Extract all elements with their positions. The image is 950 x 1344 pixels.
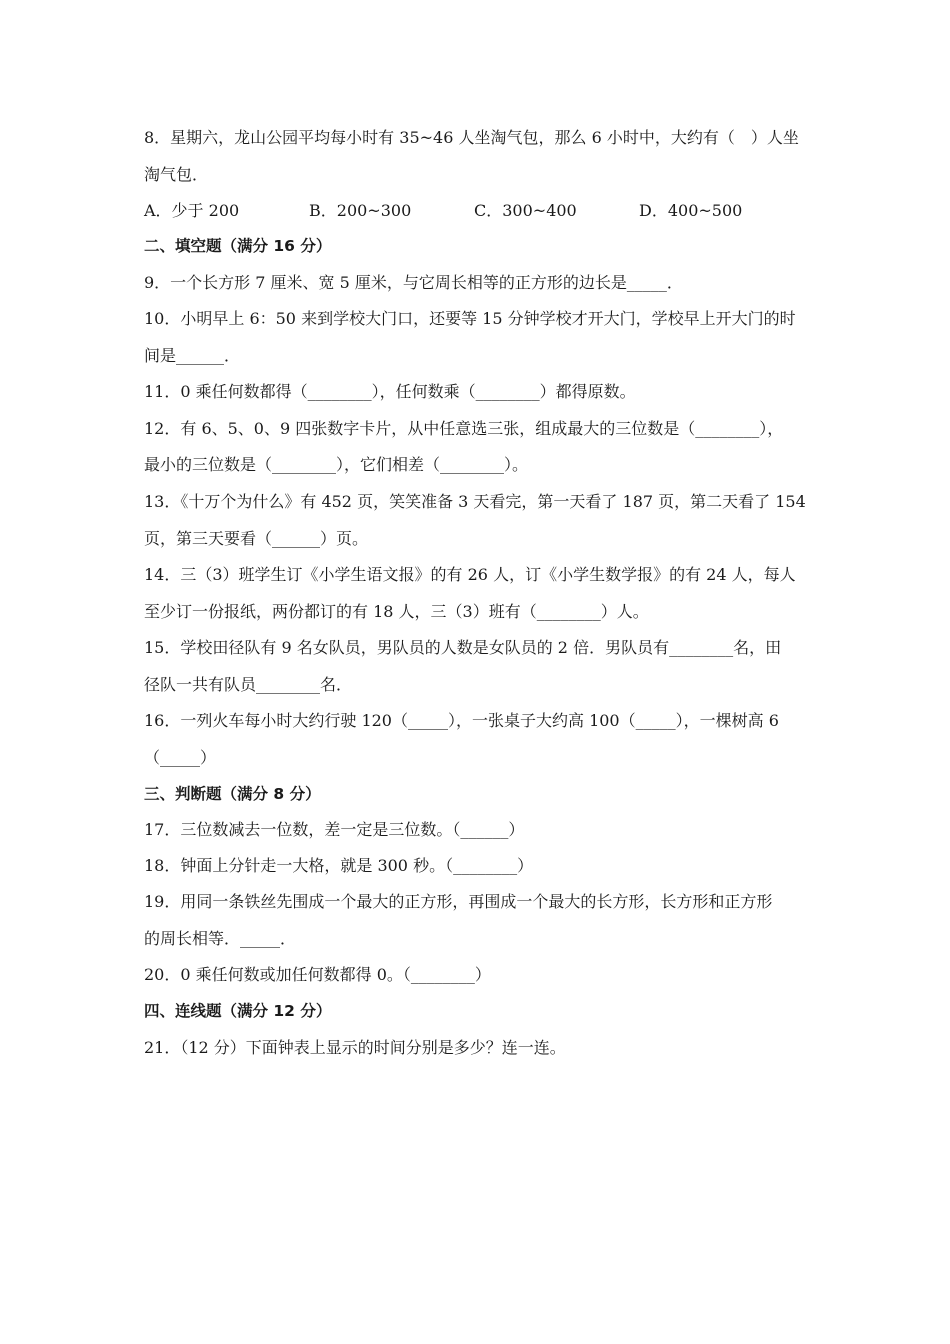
question-16-line-2: （_____） <box>144 748 217 767</box>
question-20-line-1: 20．0 乘任何数或加任何数都得 0。（________） <box>144 965 491 984</box>
question-19-line-1: 19．用同一条铁丝先围成一个最大的正方形，再围成一个最大的长方形，长方形和正方形 <box>144 892 773 911</box>
question-8-line-1: 8．星期六，龙山公园平均每小时有 35~46 人坐淘气包，那么 6 小时中，大约有（ ）人坐 <box>144 128 799 147</box>
question-19-line-2: 的周长相等．_____． <box>144 929 297 948</box>
question-8-option-d: D．400~500 <box>639 201 743 220</box>
question-14-line-1: 14．三（3）班学生订《小学生语文报》的有 26 人，订《小学生数学报》的有 24 人，每人 <box>144 565 796 584</box>
question-15-line-2: 径队一共有队员________名． <box>144 675 353 694</box>
question-10-line-1: 10．小明早上 6：50 来到学校大门口，还要等 15 分钟学校才开大门，学校早上开大门的时 <box>144 309 796 328</box>
question-18-line-1: 18．钟面上分针走一大格，就是 300 秒。（________） <box>144 856 534 875</box>
section-3-title: 三、判断题（满分 8 分） <box>144 785 321 803</box>
section-4-title: 四、连线题（满分 12 分） <box>144 1002 332 1020</box>
question-15-line-1: 15．学校田径队有 9 名女队员，男队员的人数是女队员的 2 倍．男队员有________名，田 <box>144 638 782 657</box>
section-2-title: 二、填空题（满分 16 分） <box>144 237 332 255</box>
question-8-line-2: 淘气包． <box>144 165 209 184</box>
question-10-line-2: 间是______． <box>144 346 241 365</box>
question-8-option-a: A．少于 200 <box>144 201 240 220</box>
question-13-line-2: 页，第三天要看（______）页。 <box>144 529 369 548</box>
question-9-line-1: 9．一个长方形 7 厘米、宽 5 厘米，与它周长相等的正方形的边长是_____． <box>144 273 683 292</box>
question-16-line-1: 16．一列火车每小时大约行驶 120（_____），一张桌子大约高 100（_____），一棵树高 6 <box>144 711 779 730</box>
question-8-option-c: C．300~400 <box>474 201 577 220</box>
question-11-line-1: 11．0 乘任何数都得（________），任何数乘（________）都得原数。 <box>144 382 636 401</box>
question-13-line-1: 13．《十万个为什么》有 452 页，笑笑准备 3 天看完，第一天看了 187 页，第二天看了 154 <box>144 492 806 511</box>
question-14-line-2: 至少订一份报纸，两份都订的有 18 人，三（3）班有（________）人。 <box>144 602 649 621</box>
question-12-line-1: 12．有 6、5、0、9 四张数字卡片，从中任意选三张，组成最大的三位数是（________）， <box>144 419 784 438</box>
question-8-option-b: B．200~300 <box>309 201 412 220</box>
question-17-line-1: 17．三位数减去一位数，差一定是三位数。（______） <box>144 820 525 839</box>
question-21-line-1: 21．（12 分）下面钟表上显示的时间分别是多少？连一连。 <box>144 1038 566 1057</box>
question-12-line-2: 最小的三位数是（________），它们相差（________）。 <box>144 455 529 474</box>
